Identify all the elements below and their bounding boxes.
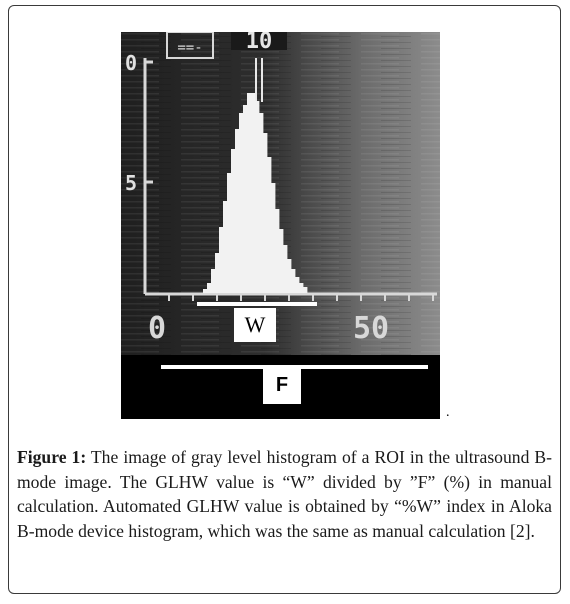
panel-mark-dashes: ==- [177,40,203,56]
histogram-bar [255,101,259,293]
x-tick-zero: 0 [147,311,167,346]
histogram-bar [219,227,223,293]
histogram-bar [239,113,243,293]
trailing-dot: . [446,405,450,420]
histogram-bar [263,133,267,293]
panel-mark-10: 10 [245,32,273,54]
histogram-bar [295,277,299,293]
f-label: F [263,366,301,404]
histogram-bar [299,283,303,293]
histogram-bar [251,93,255,293]
histogram-bar [287,259,291,293]
histogram-bar [223,201,227,293]
histogram-bar [283,245,287,293]
figure-caption [17,445,552,543]
y-tick-top: 0 [125,51,138,75]
histogram-bar [291,269,295,293]
y-tick-mid: 5 [125,171,138,195]
histogram-bar [207,283,211,293]
histogram-bar [215,253,219,293]
histogram-bar [271,183,275,293]
histogram-bar [227,173,231,293]
histogram-bar [243,105,247,293]
histogram-bar [211,269,215,293]
histogram-bar [235,129,239,293]
histogram-bar [247,93,251,293]
histogram-bar [259,113,263,293]
ultrasound-histogram-image [121,32,440,419]
histogram-bar [279,229,283,293]
histogram-bar [275,209,279,293]
histogram-bar [231,149,235,293]
histogram-bar [267,157,271,293]
histogram-bar [203,289,207,293]
caption-text: The image of gray level histogram of a ROI in the ultrasound B-mode image. The GLHW value is “W” divided by ”F” (%) in manual calculation. Automated GLHW value is obtained by “%W” index in Aloka B-mode device histogram, which was the same as manual calculation [2]. [17,447,552,541]
x-tick-fifty: 50 [352,311,390,346]
w-label: W [234,308,276,342]
caption-label: Figure 1: [17,447,87,467]
histogram-bar [303,287,307,293]
